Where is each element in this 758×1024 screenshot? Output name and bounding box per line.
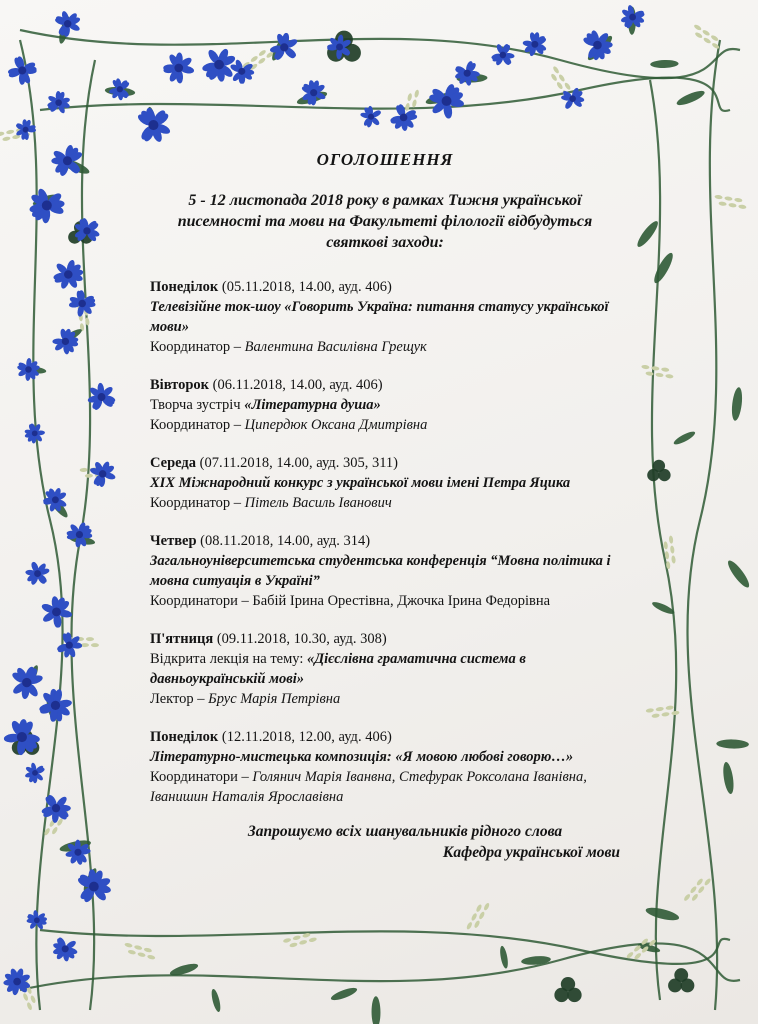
clover-leaf — [681, 979, 695, 993]
leaf — [210, 988, 222, 1013]
wheat-ear — [663, 535, 677, 569]
event-day: Четвер — [150, 533, 197, 549]
leaf — [672, 429, 696, 446]
wheat-grain — [665, 705, 673, 710]
wheat-grain — [466, 921, 473, 930]
cornflower-center — [280, 43, 288, 51]
cornflower-center — [66, 642, 73, 649]
event-meta: (05.11.2018, 14.00, ауд. 406) — [218, 279, 392, 295]
vine-stem — [20, 943, 740, 990]
cornflower-center — [117, 86, 123, 92]
cornflower-center — [500, 52, 507, 59]
wheat-grain — [556, 81, 564, 90]
cornflower-center — [336, 43, 343, 50]
cornflower-center — [51, 701, 60, 710]
vine-stem — [40, 78, 730, 111]
wheat-grain — [2, 136, 11, 141]
cornflower-center — [98, 393, 106, 401]
wheat-grain — [86, 637, 94, 641]
invitation-line: Запрошуємо всіх шанувальників рідного слова — [247, 823, 563, 840]
vine-stem — [20, 40, 63, 1010]
clover-leaf — [647, 469, 659, 481]
event-role: Координатор – — [150, 417, 245, 433]
wheat-grain — [646, 708, 654, 713]
cornflower-center — [442, 96, 452, 106]
wheat-grain — [655, 372, 663, 377]
wheat-grain — [250, 55, 259, 63]
event-person: Брус Марія Петрівна — [208, 691, 341, 707]
wheat-grain — [483, 902, 490, 911]
event-topic: Загальноуніверситетська студентська конференція “Мовна політика і мовна ситуація в Україні” — [150, 553, 611, 589]
wheat-grain — [128, 949, 137, 955]
wheat-grain — [671, 555, 676, 563]
wheat-grain — [6, 129, 15, 134]
leaf — [675, 88, 706, 108]
event-item — [150, 453, 620, 513]
clover-leaf — [668, 979, 682, 993]
cornflower-center — [52, 804, 60, 812]
wheat-grain — [80, 468, 88, 472]
cornflower-center — [76, 531, 83, 538]
event-topic: «Літературна душа» — [244, 397, 381, 413]
wheat-grain — [694, 31, 703, 39]
wheat-grain — [655, 707, 663, 712]
leaf — [725, 558, 752, 590]
wheat-grain — [30, 995, 37, 1004]
cornflower-center — [52, 607, 61, 616]
wheat-grain — [470, 912, 477, 921]
department-signature: Кафедра української мови — [442, 844, 620, 861]
event-type: Творча зустріч — [150, 397, 245, 413]
wheat-grain — [405, 103, 411, 112]
cornflower-center — [99, 470, 106, 477]
wheat-ear — [123, 942, 157, 960]
leaf — [645, 905, 681, 923]
cornflower-center — [400, 114, 408, 122]
wheat-grain — [697, 885, 705, 894]
event-meta: (09.11.2018, 10.30, ауд. 308) — [213, 631, 387, 647]
leaf — [721, 761, 735, 794]
cornflower-center — [25, 366, 31, 372]
wheat-grain — [478, 911, 485, 920]
wheat-grain — [137, 952, 146, 958]
wheat-grain — [292, 935, 301, 941]
wheat-ear — [640, 365, 674, 379]
announcement-body — [150, 150, 620, 863]
event-role: Лектор – — [150, 691, 209, 707]
clover-leaf — [658, 469, 670, 481]
wheat-grain — [564, 82, 572, 91]
cornflower-center — [17, 732, 27, 742]
wheat-grain — [257, 57, 266, 65]
event-meta: (06.11.2018, 14.00, ауд. 406) — [209, 377, 383, 393]
leaf — [650, 60, 679, 69]
wheat-grain — [704, 878, 712, 887]
wheat-grain — [738, 204, 747, 209]
intro-text: 5 - 12 листопада 2018 року в рамках Тижня української писемності та мови на Факультеті філології відбудуться святкові заходи: — [177, 192, 593, 251]
cornflower-center — [214, 60, 224, 70]
wheat-grain — [703, 37, 712, 45]
cornflower-center — [22, 678, 31, 687]
event-day: Понеділок — [150, 729, 219, 745]
wheat-ear — [713, 194, 747, 209]
cornflower-center — [368, 114, 374, 120]
cornflower-center — [310, 89, 317, 96]
event-day: П'ятниця — [150, 631, 214, 647]
wheat-grain — [475, 904, 482, 913]
event-person: Голянич Марія Іванвна, Стефурак Роксолана Іванівна, Іванишин Наталія Ярославівна — [150, 769, 587, 805]
wheat-grain — [91, 643, 99, 647]
event-topic: XIX Міжнародний конкурс з української мови імені Петра Яцика — [150, 475, 571, 491]
cornflower-center — [34, 917, 40, 923]
cornflower-center — [74, 849, 81, 856]
clover-leaf — [567, 988, 581, 1002]
wheat-grain — [669, 535, 674, 543]
event-topic: Літературно-мистецька композиція: «Я мовою любові говорю…» — [150, 749, 574, 765]
cornflower-center — [464, 70, 471, 77]
cornflower-center — [13, 978, 21, 986]
leaf — [634, 219, 660, 250]
wheat-grain — [144, 947, 153, 953]
wheat-grain — [696, 878, 704, 887]
cornflower-center — [62, 945, 69, 952]
wheat-grain — [412, 99, 418, 108]
leaf — [651, 251, 676, 286]
cornflower-center — [63, 156, 72, 165]
event-item — [150, 629, 620, 709]
wheat-grain — [633, 952, 642, 960]
wheat-grain — [22, 993, 29, 1002]
cornflower-center — [78, 300, 85, 307]
wheat-grain — [147, 954, 156, 960]
wheat-grain — [734, 198, 743, 203]
event-item — [150, 531, 620, 611]
cornflower-center — [34, 570, 41, 577]
wheat-grain — [26, 1002, 33, 1011]
leaf — [499, 945, 510, 969]
wheat-grain — [552, 65, 560, 74]
wheat-grain — [665, 374, 673, 379]
wheat-grain — [124, 942, 133, 948]
cornflower-center — [238, 68, 245, 75]
wheat-grain — [308, 937, 317, 943]
event-person: Ципердюк Оксана Дмитрівна — [244, 417, 428, 433]
cornflower-center — [52, 496, 59, 503]
cornflower-center — [42, 200, 52, 210]
vine-stem — [40, 930, 730, 964]
cornflower-center — [64, 20, 71, 27]
wheat-grain — [693, 24, 702, 32]
wheat-ear — [466, 899, 491, 933]
cornflower-center — [55, 99, 62, 106]
wheat-grain — [661, 367, 669, 372]
event-meta: (07.11.2018, 14.00, ауд. 305, 311) — [195, 455, 398, 471]
cornflower-center — [32, 430, 38, 436]
event-item — [150, 375, 620, 435]
wheat-grain — [651, 713, 659, 718]
cornflower-center — [569, 95, 576, 102]
event-person: Пітель Василь Іванович — [244, 495, 392, 511]
wheat-grain — [51, 826, 59, 835]
event-role: Координатори – Бабій Ірина Орестівна, Джочка Ірина Федорівна — [150, 593, 551, 609]
wheat-grain — [299, 939, 308, 945]
wheat-grain — [283, 937, 292, 943]
event-role: Координатор – — [150, 339, 245, 355]
wheat-grain — [714, 194, 723, 199]
wheat-grain — [289, 942, 298, 948]
event-role: Координатори – — [150, 769, 253, 785]
wheat-grain — [258, 49, 267, 57]
leaf — [730, 387, 743, 421]
leaf — [716, 739, 749, 749]
event-type: Відкрита лекція на тему: — [150, 651, 307, 667]
wheat-grain — [691, 893, 699, 902]
cornflower-center — [174, 64, 183, 73]
wheat-grain — [134, 945, 143, 951]
event-person: Валентина Василівна Грещук — [244, 339, 427, 355]
cornflower-center — [89, 882, 99, 892]
cornflower-center — [62, 338, 69, 345]
cornflower-center — [531, 41, 538, 48]
cornflower-center — [83, 227, 90, 234]
vine-stem — [687, 40, 720, 1010]
wheat-grain — [663, 541, 668, 549]
wheat-grain — [407, 93, 413, 102]
event-topic: Телевізійне ток-шоу «Говорить Україна: питання статусу української мови» — [150, 299, 609, 335]
cornflower-center — [64, 270, 72, 278]
leaf — [371, 996, 380, 1024]
page-title: ОГОЛОШЕННЯ — [316, 150, 454, 169]
event-day: Середа — [150, 455, 196, 471]
event-item — [150, 277, 620, 357]
closing — [150, 821, 620, 863]
wheat-grain — [473, 920, 480, 929]
cornflower-center — [629, 14, 636, 21]
wheat-grain — [85, 474, 93, 478]
wheat-grain — [414, 89, 420, 98]
event-item — [150, 727, 620, 807]
wheat-grain — [683, 893, 691, 902]
wheat-grain — [0, 131, 5, 136]
cornflower-center — [148, 120, 158, 130]
cornflower-center — [23, 127, 29, 133]
wheat-grain — [718, 201, 727, 206]
event-meta: (12.11.2018, 12.00, ауд. 406) — [218, 729, 392, 745]
wheat-ear — [683, 874, 712, 906]
wheat-grain — [81, 643, 89, 647]
cornflower-center — [32, 770, 38, 776]
wheat-ear — [690, 24, 723, 50]
cornflower-center — [18, 66, 26, 74]
wheat-grain — [702, 29, 711, 37]
clover-leaf — [554, 988, 568, 1002]
wheat-grain — [661, 712, 669, 717]
wheat-grain — [641, 365, 649, 370]
event-topic: «Дієслівна граматична система в давньоукраїнській мові» — [150, 651, 526, 687]
wheat-grain — [671, 710, 679, 715]
wheat-grain — [710, 34, 719, 42]
cornflower-center — [593, 41, 602, 50]
event-day: Вівторок — [150, 377, 210, 393]
wheat-grain — [670, 545, 675, 553]
wheat-grain — [558, 74, 566, 83]
event-role: Координатор – — [150, 495, 245, 511]
event-day: Понеділок — [150, 279, 219, 295]
wheat-grain — [550, 73, 558, 82]
leaf — [330, 985, 359, 1002]
wheat-grain — [728, 203, 737, 208]
wheat-grain — [724, 196, 733, 201]
event-meta: (08.11.2018, 14.00, ауд. 314) — [196, 533, 371, 549]
wheat-grain — [689, 885, 697, 894]
vine-stem — [20, 30, 740, 78]
